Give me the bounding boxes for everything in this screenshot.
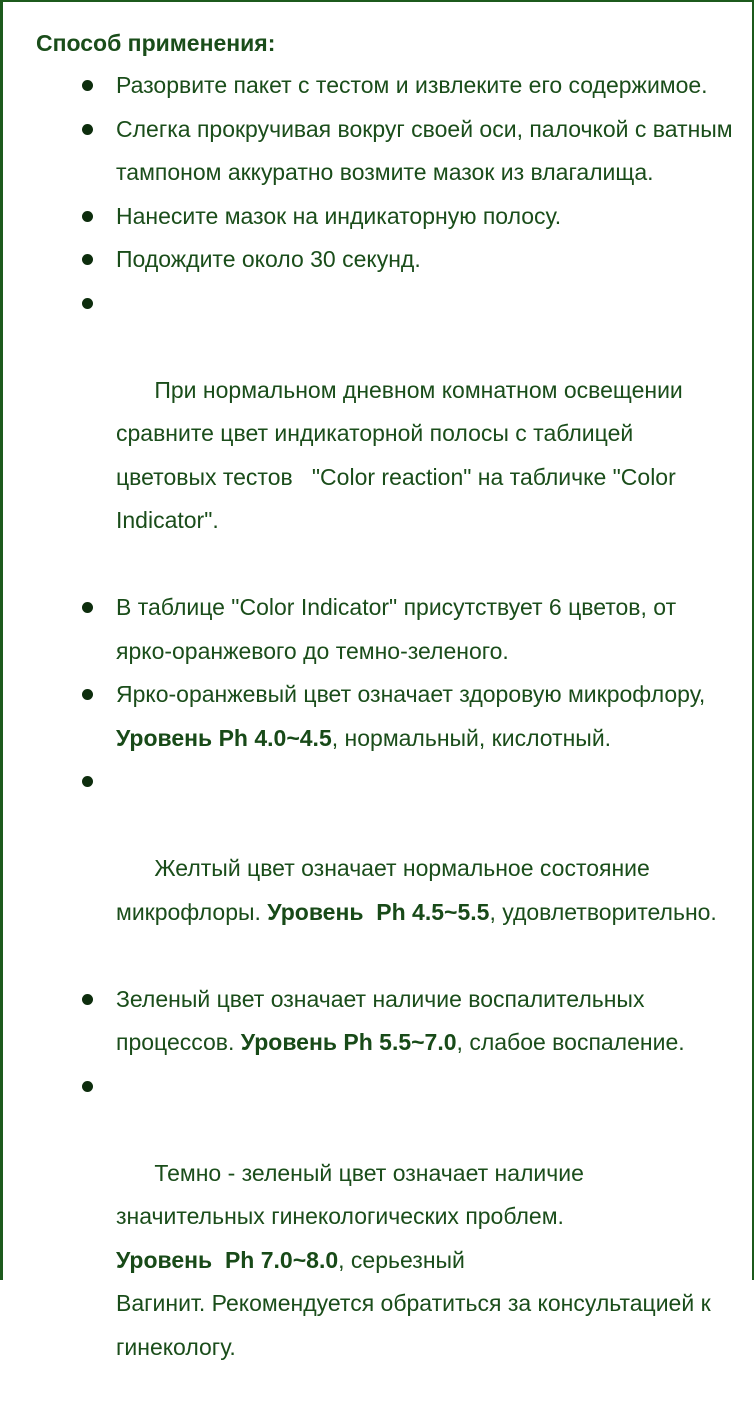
item-text-post-2: Вагинит. Рекомендуется обратиться за консультацией к гинекологу.	[116, 1290, 718, 1360]
item-text-post: , нормальный, кислотный.	[331, 724, 612, 751]
item-text: Слегка прокручивая вокруг своей оси, палочкой с ватным тампоном аккуратно возмите мазок из влагалища.	[116, 115, 733, 185]
bullet-icon	[82, 602, 93, 613]
item-text-post: , слабое воспаление.	[456, 1029, 685, 1055]
section-heading: Способ применения:	[36, 30, 276, 56]
list-item-2	[36, 108, 736, 195]
item-text: В таблице "Color Indicator" присутствует 6 цветов, от ярко-оранжевого до темно-зеленого.	[116, 594, 677, 664]
list-item-7	[36, 673, 736, 760]
bullet-icon	[82, 211, 93, 222]
list-item-9	[36, 978, 736, 1065]
instructions-section	[36, 26, 736, 1413]
item-text: При нормальном дневном комнатном освещении сравните цвет индикаторной полосы с таблицей цветовых тестов "Color reaction" на табличке "Color Indicator".	[116, 376, 690, 533]
bullet-icon	[82, 254, 93, 265]
list-item-4	[36, 238, 736, 282]
item-text-pre: Зеленый цвет означает наличие воспалительных процессов.	[116, 985, 645, 1055]
item-text: Разорвите пакет с тестом и извлеките его содержимое.	[116, 72, 708, 98]
bullet-icon	[82, 689, 93, 700]
item-text: Нанесите мазок на индикаторную полосу.	[116, 202, 562, 229]
ph-level: Уровень Ph 7.0~8.0	[116, 1246, 339, 1273]
list-item-6	[36, 586, 736, 673]
bullet-icon	[82, 994, 93, 1005]
bullet-icon	[82, 124, 93, 135]
ph-level: Уровень Ph 4.5~5.5	[267, 898, 490, 925]
item-text: Подождите около 30 секунд.	[116, 246, 421, 272]
ph-level: Уровень Ph 4.0~4.5	[116, 724, 332, 751]
bullet-icon	[82, 1081, 93, 1092]
item-text-pre: Желтый цвет означает нормальное состояние микрофлоры.	[116, 855, 657, 925]
list-item-3	[36, 195, 736, 239]
bullet-icon	[82, 776, 93, 787]
item-text-post: , удовлетворительно.	[489, 898, 717, 925]
list-item-1	[36, 64, 736, 108]
item-text-pre: Ярко-оранжевый цвет означает здоровую микрофлору,	[116, 681, 706, 707]
bullet-icon	[82, 80, 93, 91]
list-item-5	[36, 282, 736, 587]
ph-level: Уровень Ph 5.5~7.0	[240, 1029, 457, 1055]
list-item-8	[36, 760, 736, 978]
instructions-list	[36, 64, 736, 1413]
item-text-pre: Темно - зеленый цвет означает наличие значительных гинекологических проблем.	[116, 1159, 591, 1229]
item-text-post: , серьезный	[338, 1246, 465, 1273]
list-item-10	[36, 1065, 736, 1413]
bullet-icon	[82, 298, 93, 309]
